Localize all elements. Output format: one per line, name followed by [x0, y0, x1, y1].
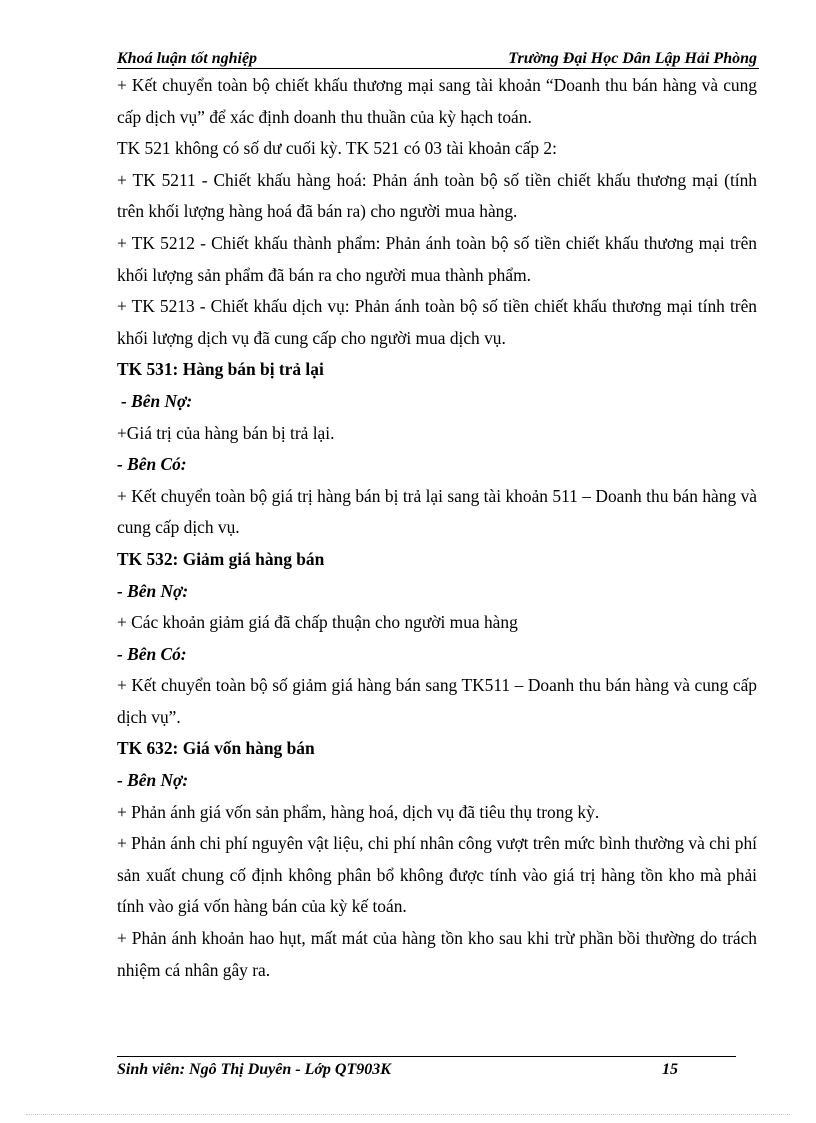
paragraph: + TK 5211 - Chiết khấu hàng hoá: Phản ánh toàn bộ số tiền chiết khấu thương mại (tính trên khối lượng hàng hoá đã bán ra) cho người mua hàng.: [117, 169, 757, 222]
paragraph: + TK 5212 - Chiết khấu thành phẩm: Phản ánh toàn bộ số tiền chiết khấu thương mại trên khối lượng sản phẩm đã bán ra cho người mua thành phẩm.: [117, 232, 757, 285]
footer-divider: [117, 1056, 736, 1057]
header-university-name: Trường Đại Học Dân Lập Hải Phòng: [508, 50, 757, 67]
paragraph: + Kết chuyển toàn bộ chiết khấu thương mại sang tài khoản “Doanh thu bán hàng và cung cấp dịch vụ” để xác định doanh thu thuần của kỳ hạch toán.: [117, 75, 757, 127]
paragraph: + TK 5213 - Chiết khấu dịch vụ: Phản ánh toàn bộ số tiền chiết khấu thương mại tính trên khối lượng dịch vụ đã cung cấp cho người mua dịch vụ.: [117, 296, 757, 348]
subheading-ben-co: - Bên Có:: [117, 643, 187, 664]
page-footer: [117, 1060, 736, 1080]
paragraph: + Phản ánh khoản hao hụt, mất mát của hàng tồn kho sau khi trừ phần bồi thường do trách nhiệm cá nhân gây ra.: [117, 928, 757, 980]
paragraph: + Các khoản giảm giá đã chấp thuận cho người mua hàng: [117, 612, 518, 633]
section-heading-tk531: TK 531: Hàng bán bị trả lại: [117, 359, 324, 380]
page-number: 15: [662, 1061, 678, 1078]
subheading-ben-no: - Bên Nợ:: [117, 770, 189, 791]
page-header: [117, 50, 759, 69]
paragraph: + Kết chuyển toàn bộ số giảm giá hàng bán sang TK511 – Doanh thu bán hàng và cung cấp dịch vụ”.: [117, 675, 757, 727]
paragraph: TK 521 không có số dư cuối kỳ. TK 521 có 03 tài khoản cấp 2:: [117, 138, 557, 159]
section-heading-tk532: TK 532: Giảm giá hàng bán: [117, 548, 325, 569]
page-bottom-dotted-line: [26, 1114, 790, 1115]
subheading-ben-no: - Bên Nợ:: [117, 580, 189, 601]
subheading-ben-no: - Bên Nợ:: [121, 390, 193, 411]
paragraph: +Giá trị của hàng bán bị trả lại.: [117, 422, 335, 443]
section-heading-tk632: TK 632: Giá vốn hàng bán: [117, 738, 315, 759]
footer-student-info: Sinh viên: Ngô Thị Duyên - Lớp QT903K: [117, 1061, 391, 1078]
page-body: [117, 70, 757, 986]
paragraph: + Phản ánh chi phí nguyên vật liệu, chi phí nhân công vượt trên mức bình thường và chi phí sản xuất chung cố định không phân bổ không được tính vào giá trị hàng tồn kho mà phải tính vào giá vốn hàng bán của kỳ kế toán.: [117, 833, 757, 917]
subheading-ben-co: - Bên Có:: [117, 454, 187, 475]
paragraph: + Kết chuyển toàn bộ giá trị hàng bán bị trả lại sang tài khoản 511 – Doanh thu bán hàng và cung cấp dịch vụ.: [117, 485, 757, 538]
header-thesis-title: Khoá luận tốt nghiệp: [117, 50, 258, 67]
paragraph: + Phản ánh giá vốn sản phẩm, hàng hoá, dịch vụ đã tiêu thụ trong kỳ.: [117, 801, 600, 822]
